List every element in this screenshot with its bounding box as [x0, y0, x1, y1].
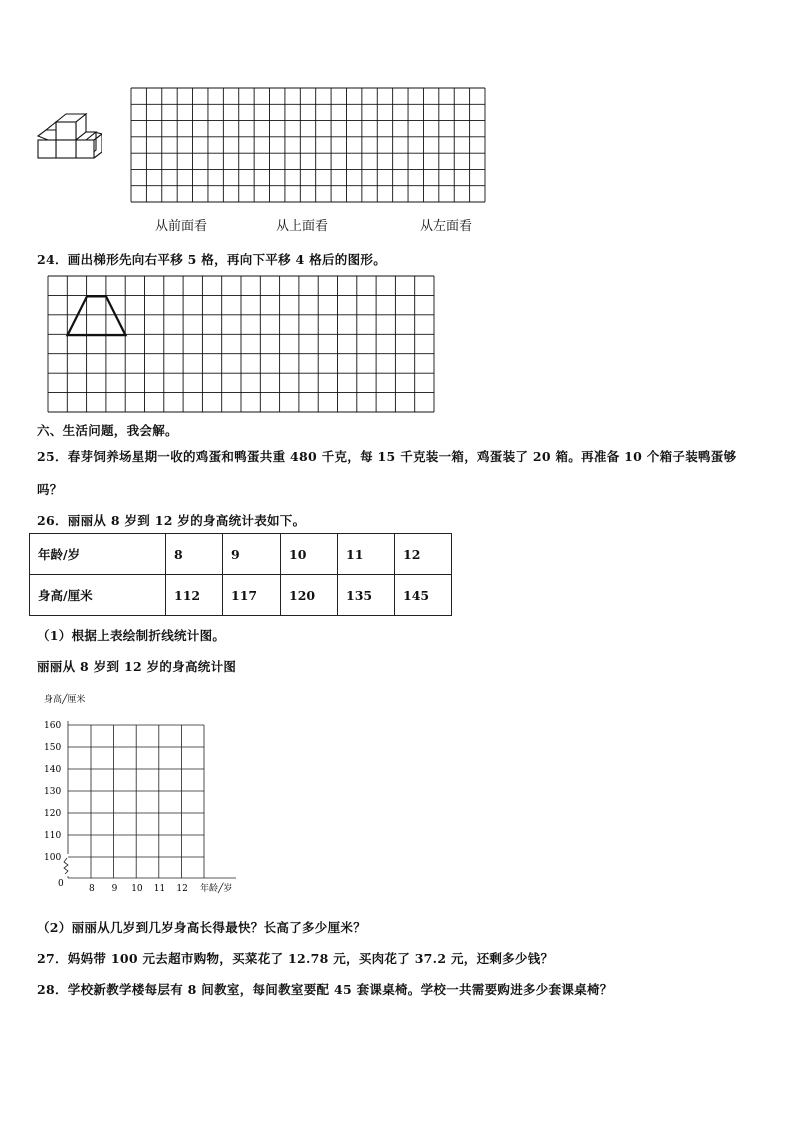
table-cell: 135	[338, 575, 395, 616]
height-table	[29, 533, 452, 616]
question-26-part2: （2）丽丽从几岁到几岁身高长得最快？长高了多少厘米？	[37, 920, 366, 935]
chart-ylabel: 身高╱厘米	[44, 695, 86, 705]
table-cell: 8	[166, 534, 223, 575]
question-26-part1: （1）根据上表绘制折线统计图。	[37, 628, 226, 643]
table-row	[30, 575, 452, 616]
chart-title: 丽丽从 8 岁到 12 岁的身高统计图	[37, 659, 237, 674]
chart-y-tick-label: 130	[44, 787, 62, 797]
chart-x-tick-label: 9	[111, 884, 118, 894]
question-28: 28．学校新教学楼每层有 8 间教室，每间教室要配 45 套课桌椅。学校一共需要购进多少套课桌椅？	[37, 982, 613, 997]
table-row	[30, 534, 452, 575]
table-cell: 112	[166, 575, 223, 616]
section-6-heading: 六、生活问题，我会解。	[37, 423, 178, 438]
question-25-line1: 25．春芽饲养场星期一收的鸡蛋和鸭蛋共重 480 千克，每 15 千克装一箱，鸡蛋装了 20 箱。再准备 10 个箱子装鸭蛋够	[37, 449, 737, 464]
view-label-top: 从上面看	[276, 219, 329, 234]
chart-y-tick-label: 100	[44, 853, 62, 863]
table-row-label: 年龄/岁	[30, 534, 166, 575]
chart-y-tick-label: 120	[44, 809, 62, 819]
chart-y-tick-label: 160	[44, 721, 62, 731]
chart-y-tick-label: 140	[44, 765, 62, 775]
trapezoid-grid	[47, 275, 437, 415]
height-line-chart	[30, 688, 270, 900]
chart-x-tick-label: 10	[131, 884, 143, 894]
table-cell: 12	[395, 534, 452, 575]
chart-y-tick-label: 110	[44, 831, 62, 841]
trapezoid	[68, 296, 126, 335]
chart-xlabel: 年龄╱岁	[200, 884, 233, 894]
chart-x-tick-label: 12	[176, 884, 188, 894]
view-label-left: 从左面看	[420, 219, 473, 234]
table-cell: 120	[281, 575, 338, 616]
views-grid	[130, 87, 486, 203]
chart-origin: 0	[58, 879, 64, 889]
chart-x-tick-label: 11	[153, 884, 166, 894]
view-label-front: 从前面看	[155, 219, 208, 234]
table-row-label: 身高/厘米	[30, 575, 166, 616]
table-cell: 10	[281, 534, 338, 575]
table-cell: 11	[338, 534, 395, 575]
chart-x-tick-label: 8	[89, 884, 95, 894]
table-cell: 9	[223, 534, 281, 575]
table-cell: 145	[395, 575, 452, 616]
chart-y-tick-label: 150	[44, 743, 62, 753]
cube-figure	[36, 112, 102, 160]
axis-break	[64, 858, 68, 874]
question-25-line2: 吗？	[37, 482, 63, 497]
table-cell: 117	[223, 575, 281, 616]
question-24: 24．画出梯形先向右平移 5 格，再向下平移 4 格后的图形。	[37, 252, 386, 267]
question-26: 26．丽丽从 8 岁到 12 岁的身高统计表如下。	[37, 513, 306, 528]
question-27: 27．妈妈带 100 元去超市购物，买菜花了 12.78 元，买肉花了 37.2 元，还剩多少钱？	[37, 951, 554, 966]
